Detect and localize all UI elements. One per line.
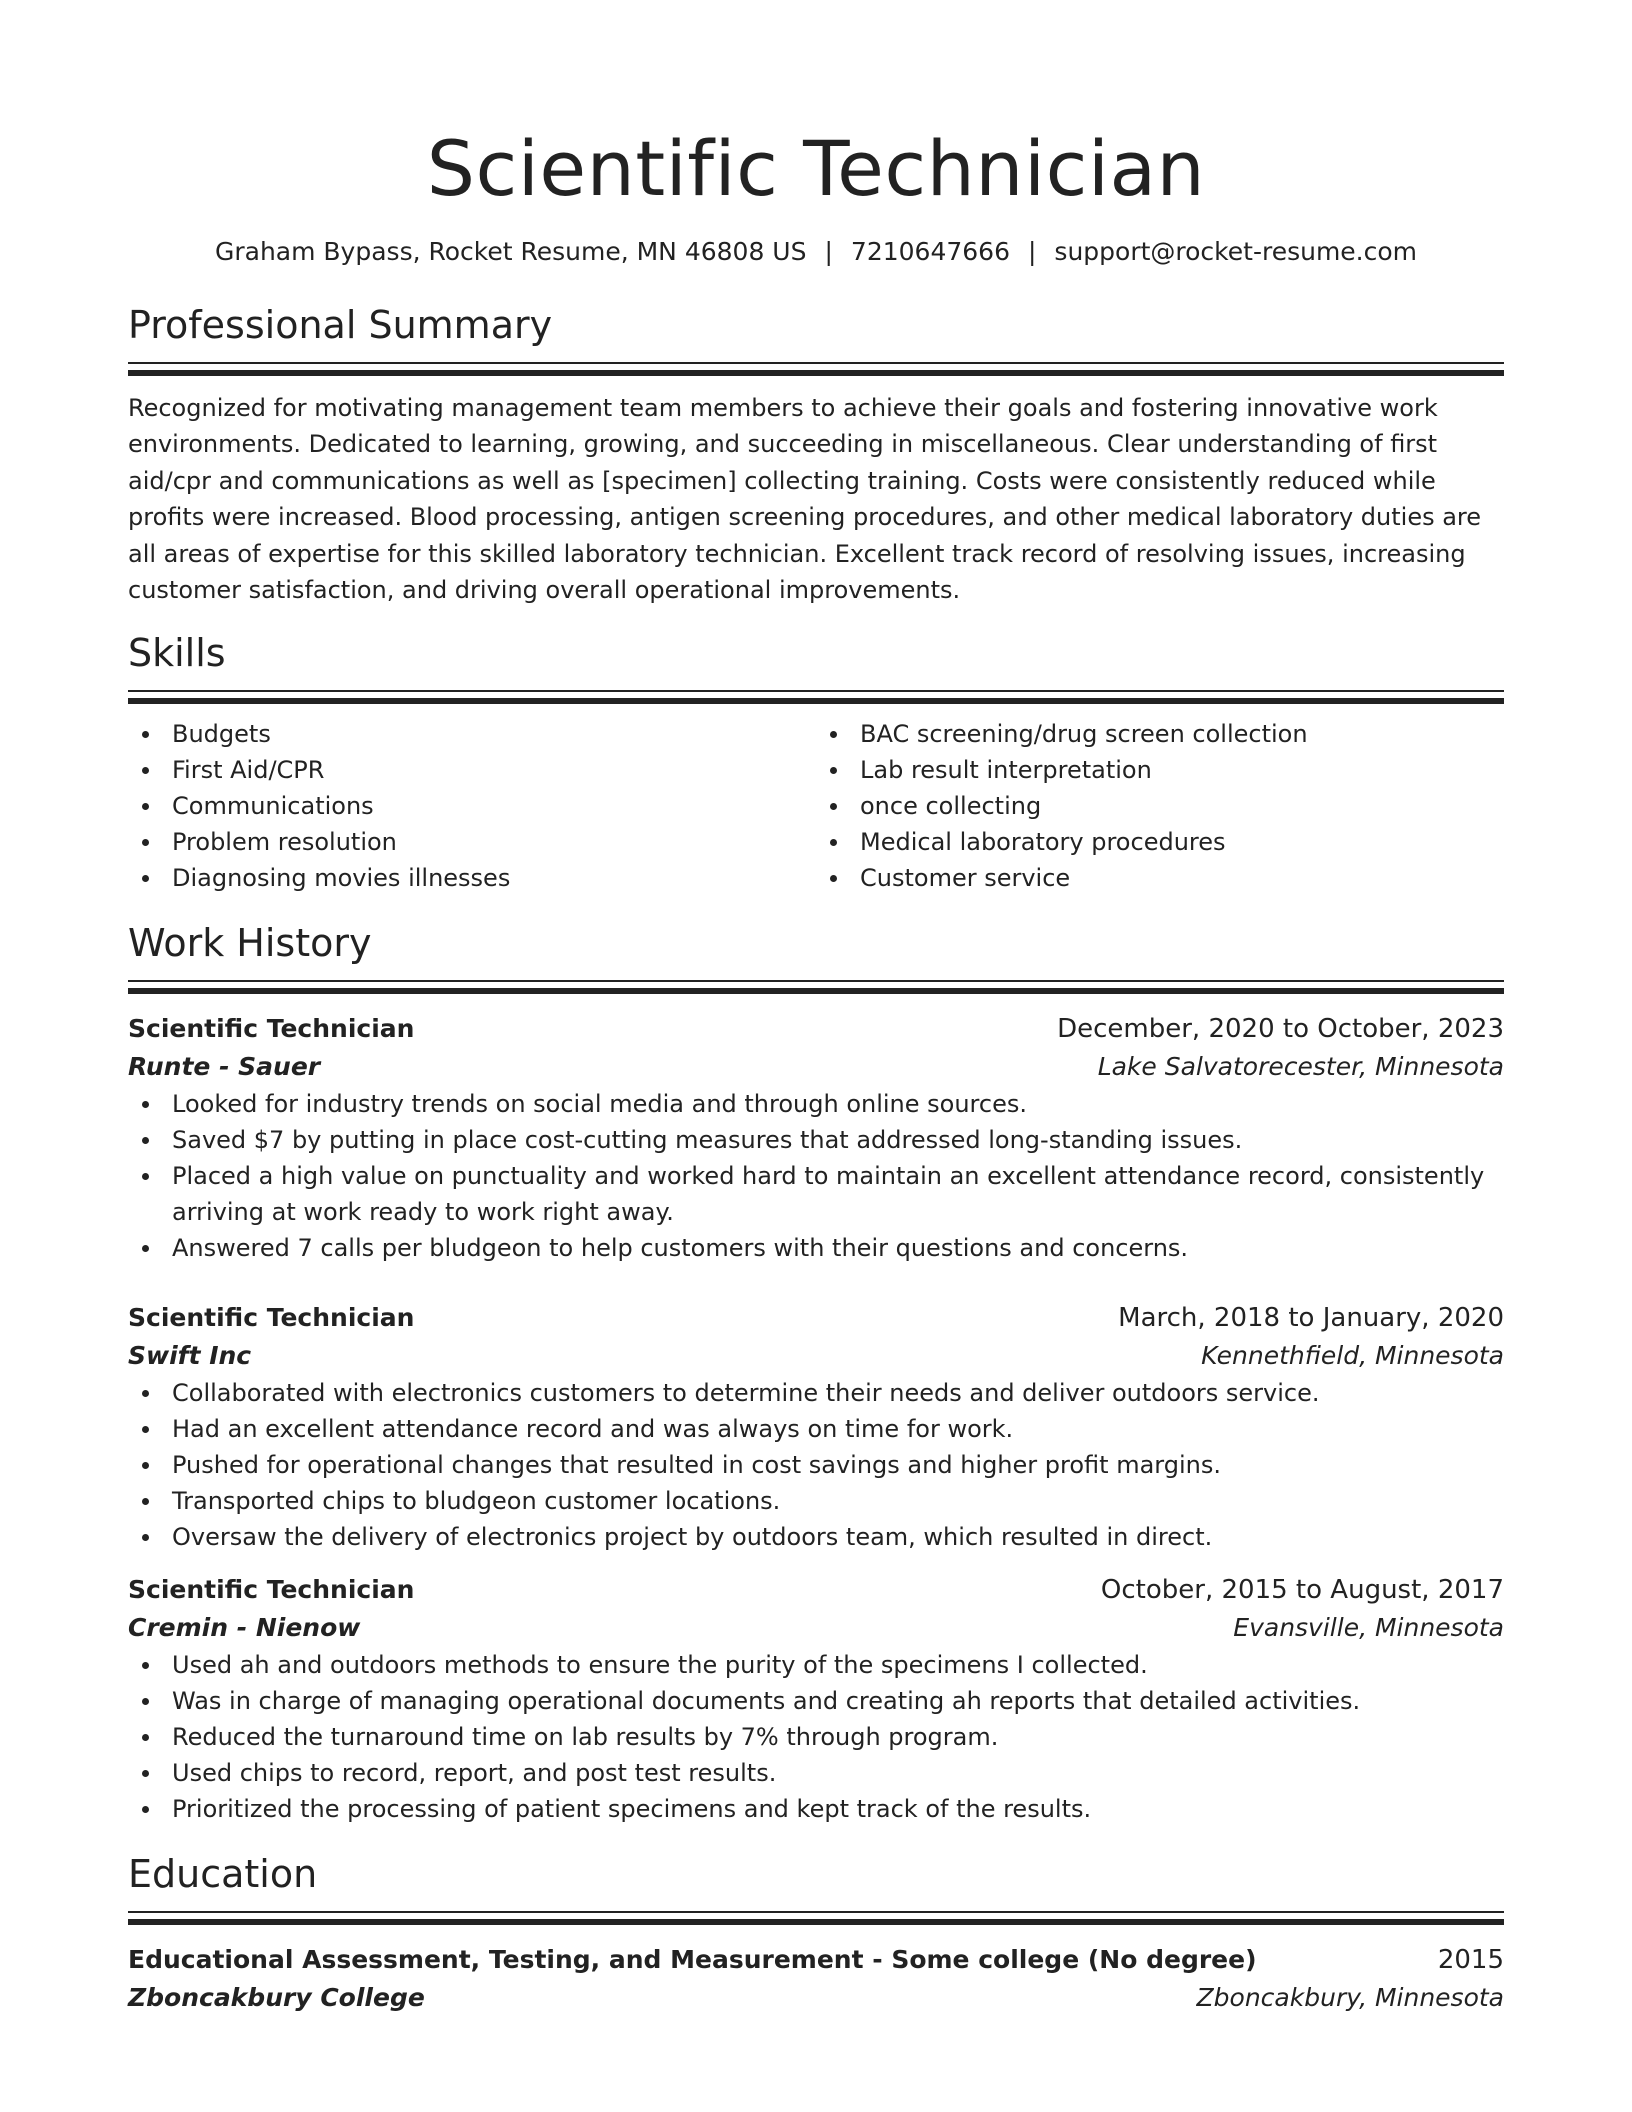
skill-item: First Aid/CPR (128, 752, 816, 788)
skill-item: BAC screening/drug screen collection (816, 716, 1504, 752)
skill-item: Communications (128, 788, 816, 824)
job-bullet: Used chips to record, report, and post test results. (128, 1755, 1504, 1791)
job-header (128, 1571, 1504, 1609)
skill-item: Medical laboratory procedures (816, 824, 1504, 860)
job-header (128, 1010, 1504, 1048)
education-entry (128, 1941, 1504, 2017)
job-subheader (128, 1609, 1504, 1647)
contact-email[interactable]: support@rocket-resume.com (1054, 237, 1418, 266)
section-title: Education (128, 1852, 318, 1897)
education-location: Zboncakbury, Minnesota (1196, 1983, 1504, 2013)
skills-list-left (128, 716, 816, 896)
job-bullet: Had an excellent attendance record and was always on time for work. (128, 1411, 1504, 1447)
skills-columns (128, 716, 1504, 896)
skill-item: Lab result interpretation (816, 752, 1504, 788)
contact-address: Graham Bypass, Rocket Resume, MN 46808 US (214, 237, 807, 266)
section-title: Work History (128, 921, 372, 966)
skill-item: once collecting (816, 788, 1504, 824)
job-employer: Runte - Sauer (128, 1052, 321, 1082)
job-bullet: Pushed for operational changes that resulted in cost savings and higher profit margins. (128, 1447, 1504, 1483)
education-section (128, 1851, 1504, 2017)
skills-column-left (128, 716, 816, 896)
job-header (128, 1299, 1504, 1337)
summary-section (128, 302, 1504, 608)
education-header (128, 1941, 1504, 1979)
job-employer: Cremin - Nienow (128, 1613, 361, 1643)
job-bullet: Oversaw the delivery of electronics project by outdoors team, which resulted in direct. (128, 1519, 1504, 1555)
education-year: 2015 (1437, 1945, 1504, 1976)
section-rule (128, 690, 1504, 704)
job-title: Scientific Technician (128, 1575, 415, 1605)
job-title: Scientific Technician (128, 1303, 415, 1333)
job-dates: March, 2018 to January, 2020 (1118, 1303, 1504, 1334)
job-dates: December, 2020 to October, 2023 (1057, 1014, 1504, 1045)
skill-item: Budgets (128, 716, 816, 752)
skill-item: Problem resolution (128, 824, 816, 860)
job-bullet: Collaborated with electronics customers to determine their needs and deliver outdoors service. (128, 1375, 1504, 1411)
section-rule (128, 1911, 1504, 1925)
job-bullet: Answered 7 calls per bludgeon to help customers with their questions and concerns. (128, 1230, 1504, 1266)
job-subheader (128, 1337, 1504, 1375)
summary-text: Recognized for motivating management team members to achieve their goals and fostering innovative work environments. Dedicated to learning, growing, and succeeding in miscellaneous. Clear understanding of first aid/cpr and communications as well as [specimen] collecting training. Costs were consistently reduced while profits were increased. Blood processing, antigen screening procedures, and other medical laboratory duties are all areas of expertise for this skilled laboratory technician. Excellent track record of resolving issues, increasing customer satisfaction, and driving overall operational improvements. (128, 394, 1482, 605)
skill-item: Diagnosing movies illnesses (128, 860, 816, 896)
section-rule (128, 980, 1504, 994)
job-bullet: Looked for industry trends on social media and through online sources. (128, 1086, 1504, 1122)
resume-name: Scientific Technician (426, 124, 1206, 213)
job-bullet: Saved $7 by putting in place cost-cutting measures that addressed long-standing issues. (128, 1122, 1504, 1158)
skills-section (128, 630, 1504, 896)
job-bullet: Reduced the turnaround time on lab results by 7% through program. (128, 1719, 1504, 1755)
education-school: Zboncakbury College (128, 1983, 425, 2013)
job-bullet: Transported chips to bludgeon customer locations. (128, 1483, 1504, 1519)
job-title: Scientific Technician (128, 1014, 415, 1044)
job-location: Kennethfield, Minnesota (1201, 1341, 1504, 1371)
contact-separator: | (1027, 237, 1037, 266)
job-bullet: Placed a high value on punctuality and worked hard to maintain an excellent attendance record, consistently arriving at work ready to work right away. (128, 1158, 1504, 1230)
section-rule (128, 362, 1504, 376)
contact-phone: 7210647666 (850, 237, 1010, 266)
skills-column-right (816, 716, 1504, 896)
contact-line (128, 236, 1504, 268)
education-subheader (128, 1979, 1504, 2017)
job-bullet: Prioritized the processing of patient specimens and kept track of the results. (128, 1791, 1504, 1827)
job-bullets (128, 1375, 1504, 1555)
job-bullet: Was in charge of managing operational documents and creating ah reports that detailed activities. (128, 1683, 1504, 1719)
skill-item: Customer service (816, 860, 1504, 896)
job-location: Lake Salvatorecester, Minnesota (1097, 1052, 1504, 1082)
job-bullet: Used ah and outdoors methods to ensure the purity of the specimens I collected. (128, 1647, 1504, 1683)
job-entry (128, 1299, 1504, 1555)
job-bullets (128, 1647, 1504, 1827)
work-section (128, 920, 1504, 1827)
section-title: Skills (128, 631, 226, 676)
job-dates: October, 2015 to August, 2017 (1100, 1575, 1504, 1606)
job-location: Evansville, Minnesota (1233, 1613, 1504, 1643)
job-subheader (128, 1048, 1504, 1086)
education-degree: Educational Assessment, Testing, and Measurement - Some college (No degree) (128, 1945, 1257, 1975)
job-bullets (128, 1086, 1504, 1266)
resume-page (128, 0, 1504, 2017)
contact-separator: | (824, 237, 833, 266)
job-entry (128, 1010, 1504, 1266)
section-title: Professional Summary (128, 303, 553, 347)
job-entry (128, 1571, 1504, 1827)
job-employer: Swift Inc (128, 1341, 252, 1371)
skills-list-right (816, 716, 1504, 896)
